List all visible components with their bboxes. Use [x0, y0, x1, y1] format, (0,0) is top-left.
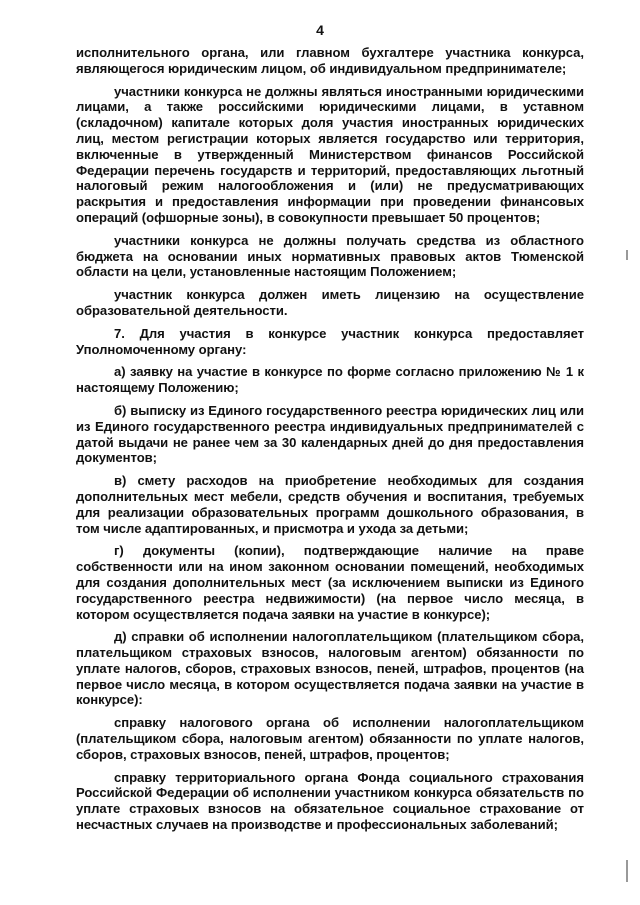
- scan-edge-mark: [626, 250, 628, 260]
- paragraph: исполнительного органа, или главном бухгалтере участника конкурса, являющегося юридическим лицом, об индивидуальном предпринимателе;: [76, 45, 584, 76]
- paragraph: д) справки об исполнении налогоплательщиком (плательщиком сбора, плательщиком страховых взносов, налоговым агентом) обязанности по уплате налогов, сборов, страховых взносов, пеней, штрафов, процентов (на первое число месяца, в котором осуществляется подача заявки на участие в конкурсе):: [76, 629, 584, 708]
- paragraph: справку территориального органа Фонда социального страхования Российской Федерации об исполнении участником конкурса обязательств по уплате страховых взносов на обязательное социальное страхование от несчастных случаев на производстве и профессиональных заболеваний;: [76, 769, 584, 833]
- paragraph: б) выписку из Единого государственного реестра юридических лиц или из Единого государственного реестра индивидуальных предпринимателей с датой выдачи не ранее чем за 30 календарных дней до дня предоставления документов;: [76, 402, 584, 466]
- paragraph: участник конкурса должен иметь лицензию на осуществление образовательной деятельности.: [76, 287, 584, 318]
- scan-edge-mark: [626, 860, 628, 882]
- page-number: 4: [316, 22, 324, 38]
- paragraph: г) документы (копии), подтверждающие наличие на праве собственности или на ином законном основании помещений, необходимых для создания дополнительных мест (за исключением выписки из Единого государственного реестра недвижимости) (на первое число месяца, в котором осуществляется подача заявки на участие в конкурсе);: [76, 543, 584, 622]
- paragraph: справку налогового органа об исполнении налогоплательщиком (плательщиком сбора, налоговым агентом) обязанности по уплате налогов, сборов, страховых взносов, пеней, штрафов, процентов;: [76, 715, 584, 762]
- paragraph: участники конкурса не должны являться иностранными юридическими лицами, а также российскими юридическими лицами, в уставном (складочном) капитале которых доля участия иностранных юридических лиц, местом регистрации которых является государство или территория, включенные в утвержденный Министерством финансов Российской Федерации перечень государств и территорий, предоставляющих льготный налоговый режим налогообложения и (или) не предусматривающих раскрытия и предоставления информации при проведении финансовых операций (офшорные зоны), в совокупности превышает 50 процентов;: [76, 83, 584, 225]
- document-body: [76, 45, 584, 840]
- paragraph: а) заявку на участие в конкурсе по форме согласно приложению № 1 к настоящему Положению;: [76, 364, 584, 396]
- paragraph: участники конкурса не должны получать средства из областного бюджета на основании иных нормативных правовых актов Тюменской области на цели, установленные настоящим Положением;: [76, 232, 584, 280]
- paragraph: 7. Для участия в конкурсе участник конкурса предоставляет Уполномоченному органу:: [76, 325, 584, 357]
- paragraph: в) смету расходов на приобретение необходимых для создания дополнительных мест мебели, средств обучения и воспитания, требуемых для реализации образовательных программ дошкольного образования, в том числе адаптированных, и присмотра и ухода за детьми;: [76, 473, 584, 536]
